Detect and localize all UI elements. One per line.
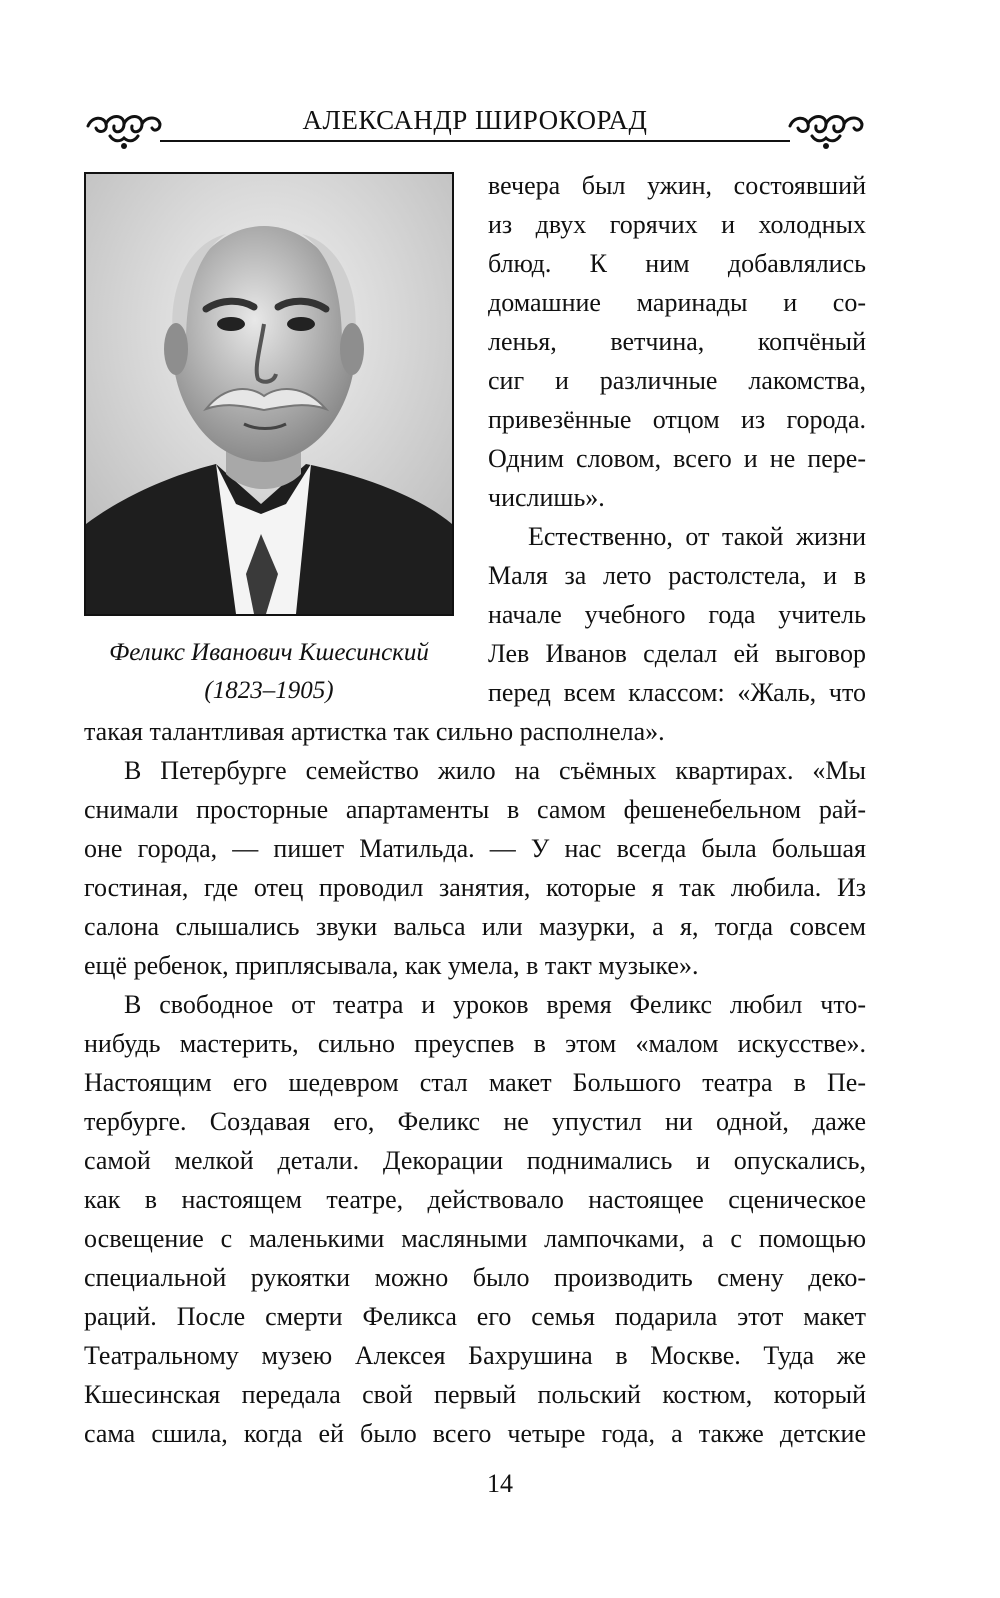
running-header: [84, 100, 866, 152]
text-line: сиг и различные лакомства,: [488, 366, 866, 395]
text-line: Кшесинская передала свой первый польский костюм, который: [84, 1380, 866, 1409]
running-header-title: АЛЕКСАНДР ШИРОКОРАД: [302, 105, 648, 135]
text-line: салона слышались звуки вальса или мазурки, а я, тогда совсем: [84, 912, 866, 941]
ornament-icon: [786, 102, 866, 152]
text-line: числишь».: [488, 483, 605, 512]
page-number: 14: [487, 1469, 513, 1498]
text-line: снимали просторные апартаменты в самом фешенебельном рай-: [84, 795, 866, 824]
text-line: оне города, — пишет Матильда. — У нас всегда была большая: [84, 834, 866, 863]
text-line: вечера был ужин, состоявший: [488, 171, 866, 200]
text-line: Естественно, от такой жизни: [528, 522, 866, 551]
text-line: В Петербурге семейство жило на съёмных квартирах. «Мы: [124, 756, 866, 785]
text-line: Одним словом, всего и не пере-: [488, 444, 866, 473]
text-line: из двух горячих и холодных: [488, 210, 866, 239]
text-line: нибудь мастерить, сильно преуспев в этом «малом искусстве».: [84, 1029, 866, 1058]
text-line: ленья, ветчина, копчёный: [488, 327, 866, 356]
photo-caption: [84, 634, 454, 710]
text-line: ещё ребенок, приплясывала, как умела, в такт музыке».: [84, 951, 699, 980]
text-line: Маля за лето растолстела, и в: [488, 561, 866, 590]
text-line: тербурге. Создавая его, Феликс не упустил ни одной, даже: [84, 1107, 866, 1136]
text-line: начале учебного года учитель: [488, 600, 866, 629]
text-line: Лев Иванов сделал ей выговор: [488, 639, 866, 668]
text-line: домашние маринады и со-: [488, 288, 866, 317]
text-line: раций. После смерти Феликса его семья подарила этот макет: [84, 1302, 866, 1331]
portrait-photo: [84, 172, 454, 616]
text-line: как в настоящем театре, действовало настоящее сценическое: [84, 1185, 866, 1214]
text-line: освещение с маленькими масляными лампочками, а с помощью: [84, 1224, 866, 1253]
text-line: самой мелкой детали. Декорации поднимались и опускались,: [84, 1146, 866, 1175]
column-paragraphs: [488, 166, 866, 712]
text-line: такая талантливая артистка так сильно располнела».: [84, 717, 665, 746]
text-line: В свободное от театра и уроков время Феликс любил что-: [124, 990, 866, 1019]
text-line: перед всем классом: «Жаль, что: [488, 678, 866, 707]
text-line: гостиная, где отец проводил занятия, которые я так любила. Из: [84, 873, 866, 902]
header-rule: [160, 140, 790, 142]
caption-name: Феликс Иванович Кшесинский: [109, 639, 429, 666]
text-line: сама сшила, когда ей было всего четыре года, а также детские: [84, 1419, 866, 1448]
text-line: Театральному музею Алексея Бахрушина в Москве. Туда же: [84, 1341, 866, 1370]
text-line: блюд. К ним добавлялись: [488, 249, 866, 278]
text-line: привезённые отцом из города.: [488, 405, 866, 434]
text-line: Настоящим его шедевром стал макет Большого театра в Пе-: [84, 1068, 866, 1097]
caption-years: (1823–1905): [204, 677, 334, 704]
portrait-illustration: [86, 174, 452, 614]
body-paragraphs: [84, 712, 866, 1453]
text-line: специальной рукоятки можно было производить смену деко-: [84, 1263, 866, 1292]
